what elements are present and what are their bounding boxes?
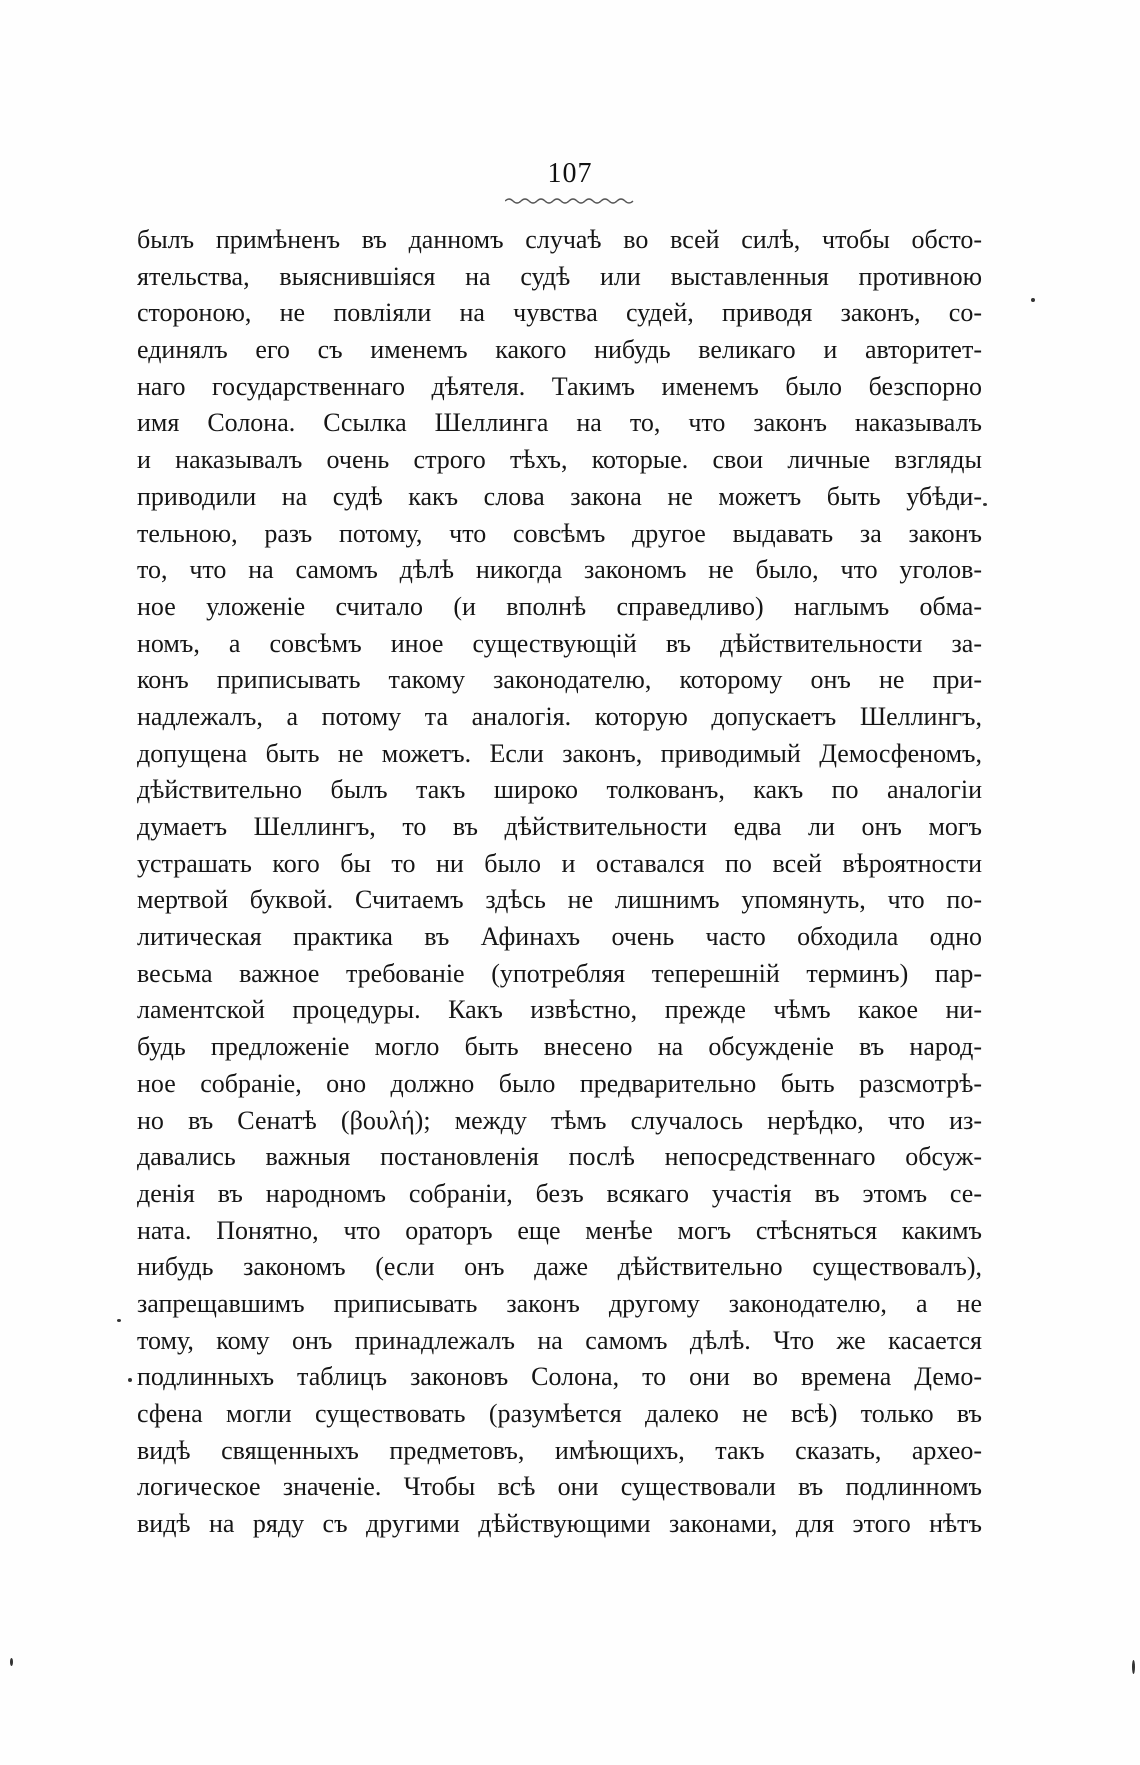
- text-line: видѣ на ряду съ другими дѣйствующими законами, для этого нѣтъ: [137, 1509, 982, 1539]
- scan-speck: [983, 503, 987, 506]
- text-line: логическое значеніе. Чтобы всѣ они существовали въ подлинномъ: [137, 1472, 982, 1502]
- scan-speck: [117, 1319, 121, 1322]
- text-line: нибудь закономъ (если онъ даже дѣйствительно существовалъ),: [137, 1252, 982, 1282]
- text-line: ятельства, выяснившіяся на судѣ или выставленныя противною: [137, 261, 982, 291]
- text-line: конъ приписывать такому законодателю, которому онъ не при-: [137, 665, 982, 695]
- text-line: имя Солона. Ссылка Шеллинга на то, что законъ наказывалъ: [137, 408, 982, 438]
- text-line: стороною, не повліяли на чувства судей, приводя законъ, со-: [137, 298, 982, 328]
- text-line: ната. Понятно, что ораторъ еще менѣе могъ стѣсняться какимъ: [137, 1215, 982, 1245]
- body-text: [137, 222, 982, 1543]
- text-line: литическая практика въ Афинахъ очень часто обходила одно: [137, 922, 982, 952]
- text-line: будь предложеніе могло быть внесено на обсужденіе въ народ-: [137, 1032, 982, 1062]
- wavy-rule-ornament: [505, 196, 635, 206]
- text-line: ное собраніе, оно должно было предварительно быть разсмотрѣ-: [137, 1068, 982, 1098]
- text-line: то, что на самомъ дѣлѣ никогда закономъ не было, что уголов-: [137, 555, 982, 585]
- text-line: былъ примѣненъ въ данномъ случаѣ во всей силѣ, чтобы обсто-: [137, 225, 982, 254]
- text-line: тельною, разъ потому, что совсѣмъ другое выдавать за законъ: [137, 518, 982, 548]
- text-line: номъ, а совсѣмъ иное существующій въ дѣйствительности за-: [137, 628, 982, 658]
- text-line: давались важныя постановленія послѣ непосредственнаго обсуж-: [137, 1142, 982, 1172]
- text-line: дѣйствительно былъ такъ широко толкованъ, какъ по аналогіи: [137, 775, 982, 805]
- text-line: и наказывалъ очень строго тѣхъ, которые. свои личные взгляды: [137, 445, 982, 475]
- text-line: ное уложеніе считало (и вполнѣ справедливо) наглымъ обма-: [137, 591, 982, 621]
- page-number: 107: [547, 158, 593, 189]
- text-line: единялъ его съ именемъ какого нибудь великаго и авторитет-: [137, 335, 982, 365]
- scan-speck: [1031, 298, 1035, 302]
- text-line: мертвой буквой. Считаемъ здѣсь не лишнимъ упомянуть, что по-: [137, 885, 982, 915]
- text-line: видѣ священныхъ предметовъ, имѣющихъ, такъ сказать, архео-: [137, 1435, 982, 1465]
- text-line: устрашать кого бы то ни было и оставался по всей вѣроятности: [137, 848, 982, 878]
- text-line: приводили на судѣ какъ слова закона не можетъ быть убѣди-: [137, 481, 982, 511]
- text-line: ламентской процедуры. Какъ извѣстно, прежде чѣмъ какое ни-: [137, 995, 982, 1025]
- scan-speck: [10, 1658, 13, 1666]
- text-line: подлинныхъ таблицъ законовъ Солона, то они во времена Демо-: [137, 1362, 982, 1392]
- text-line: но въ Сенатѣ (βουλή); между тѣмъ случалось нерѣдко, что из-: [137, 1105, 982, 1135]
- scan-speck: [128, 1378, 132, 1382]
- text-line: надлежалъ, а потому та аналогія. которую допускаетъ Шеллингъ,: [137, 701, 982, 731]
- text-line: допущена быть не можетъ. Если законъ, приводимый Демосфеномъ,: [137, 738, 982, 768]
- text-line: думаетъ Шеллингъ, то въ дѣйствительности едва ли онъ могъ: [137, 812, 982, 841]
- text-line: денія въ народномъ собраніи, безъ всякаго участія въ этомъ се-: [137, 1178, 982, 1208]
- text-line: весьма важное требованіе (употребляя теперешній терминъ) пар-: [137, 958, 982, 988]
- text-line: сфена могли существовать (разумѣется далеко не всѣ) только въ: [137, 1399, 982, 1428]
- text-line: наго государственнаго дѣятеля. Такимъ именемъ было безспорно: [137, 371, 982, 401]
- text-line: тому, кому онъ принадлежалъ на самомъ дѣлѣ. Что же касается: [137, 1325, 982, 1355]
- text-line: запрещавшимъ приписывать законъ другому законодателю, а не: [137, 1288, 982, 1318]
- scan-speck: [1132, 1660, 1135, 1674]
